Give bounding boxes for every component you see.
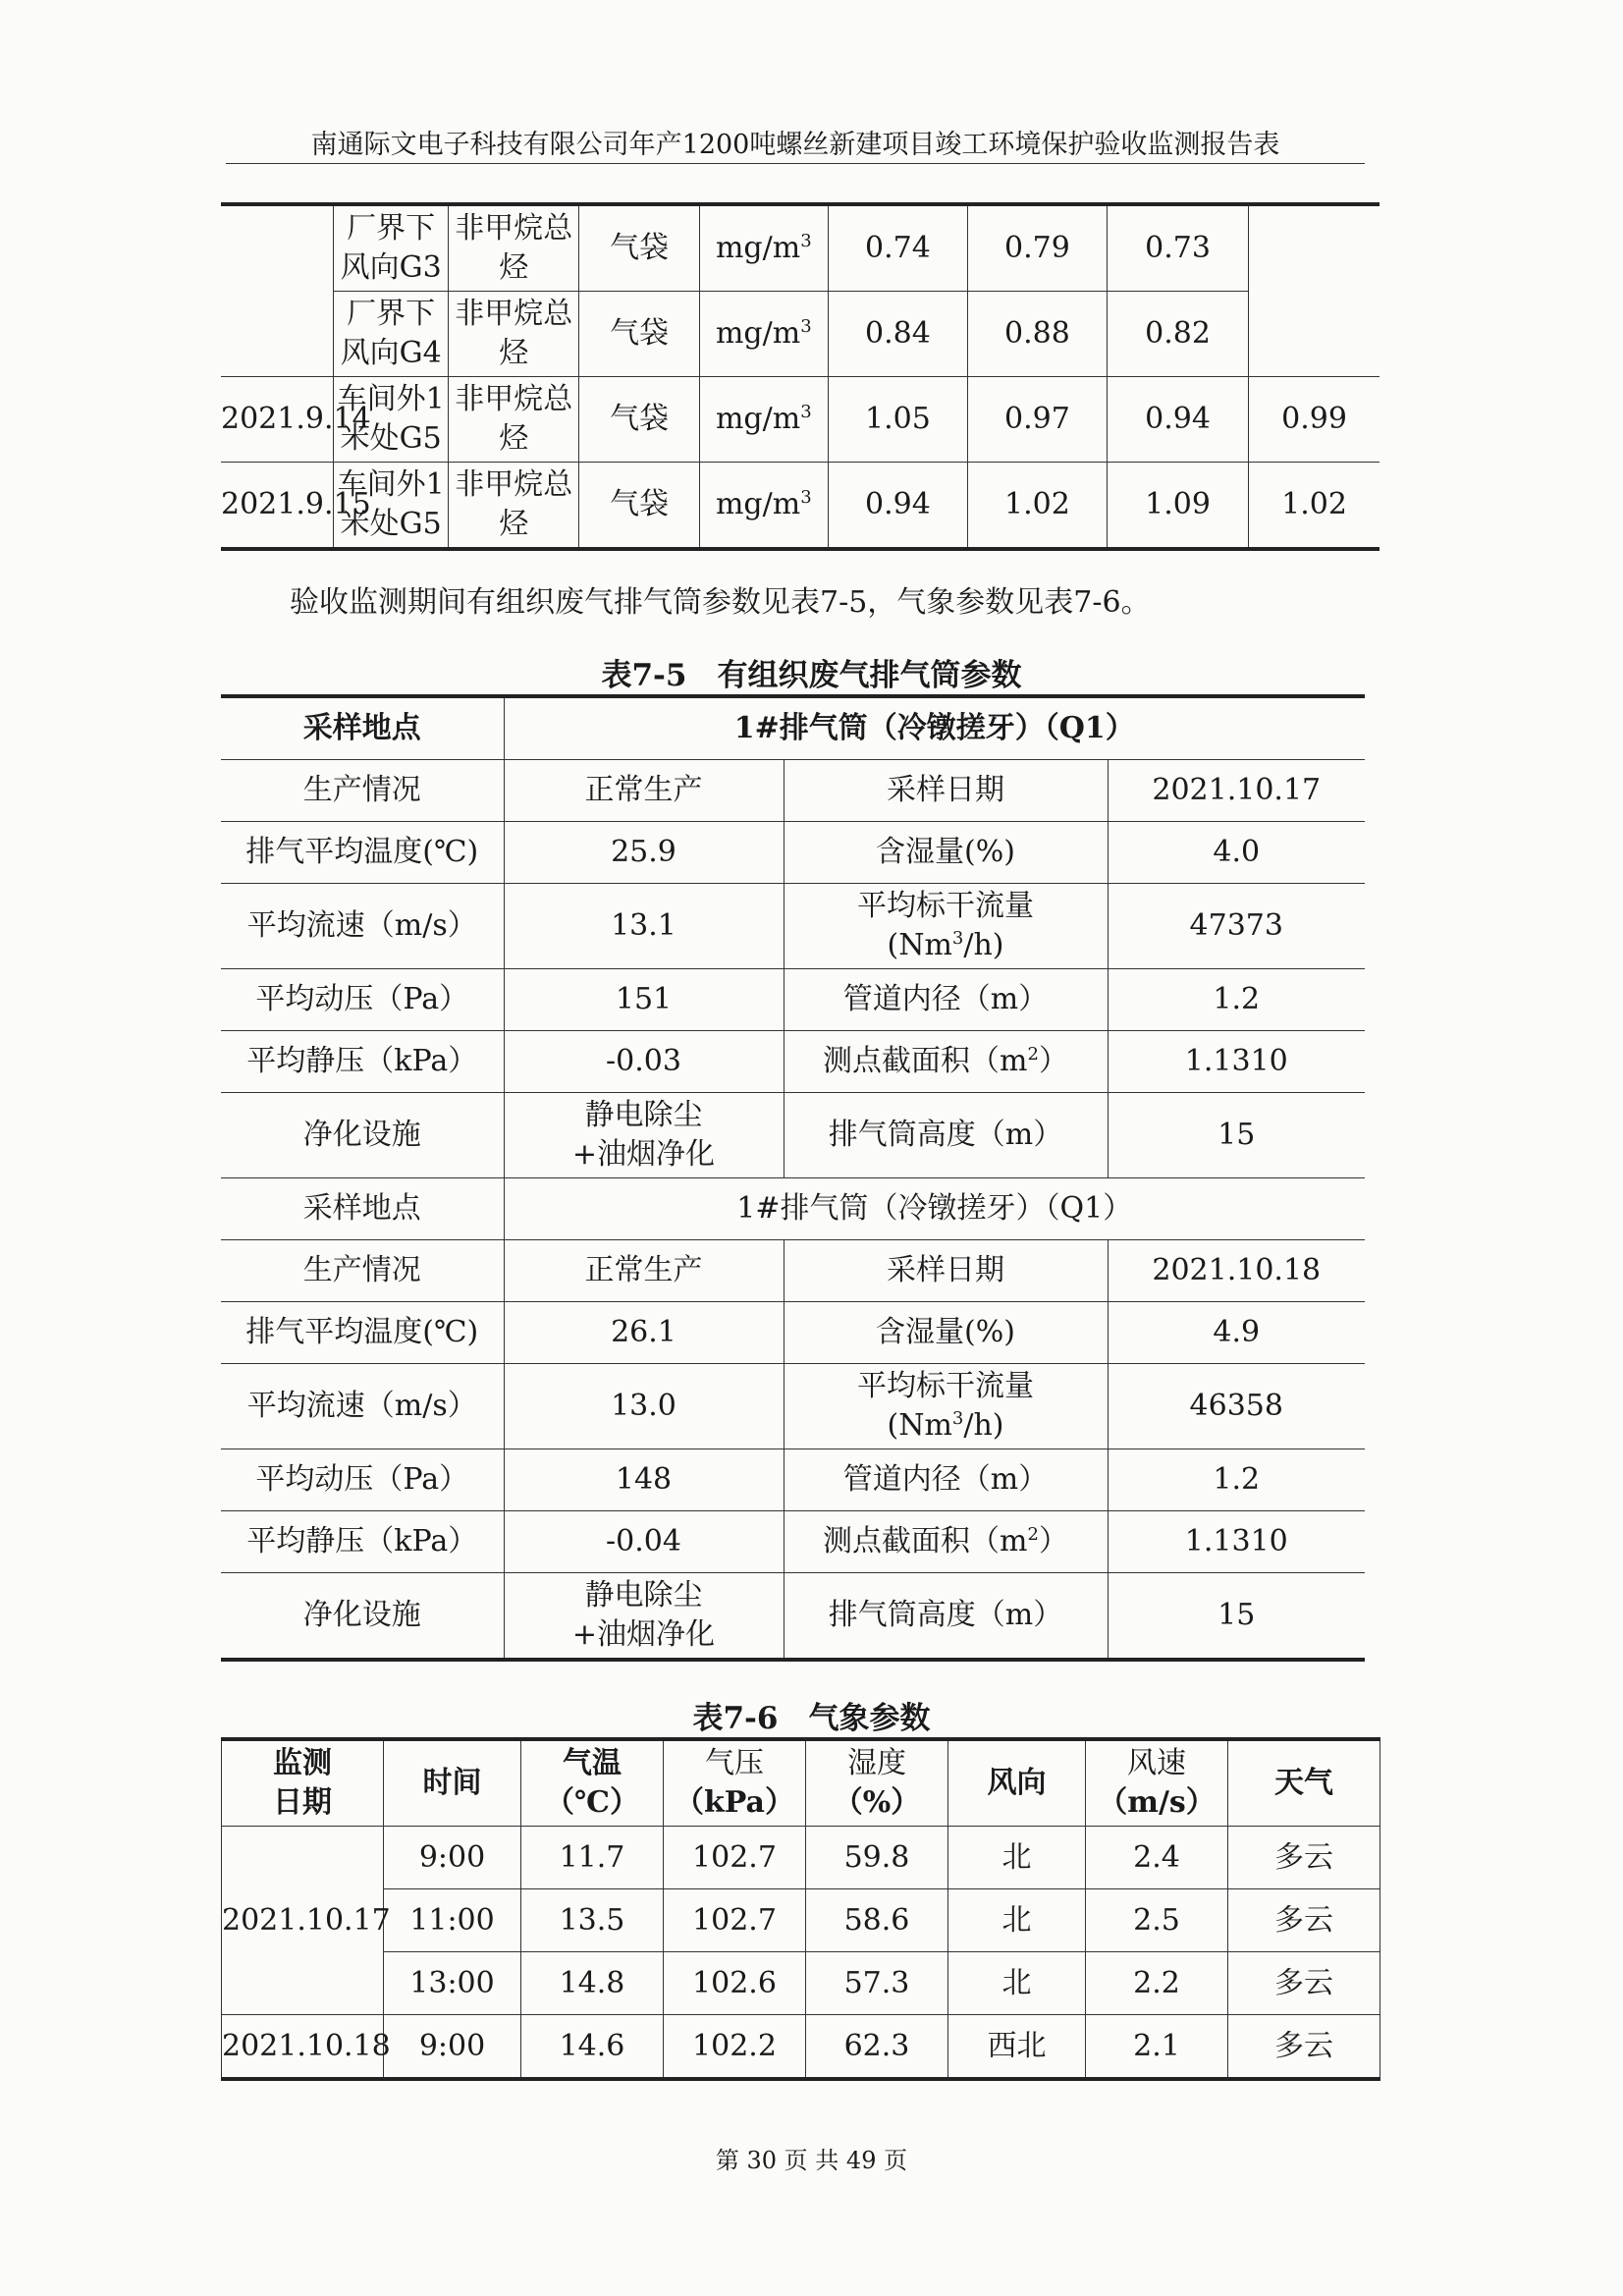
table-row — [222, 1827, 1380, 1889]
temp-label: 排气平均温度(℃) — [221, 1302, 504, 1364]
value-cell: 0.84 — [828, 292, 967, 377]
height-value: 15 — [1108, 1573, 1365, 1661]
stat-value: -0.03 — [504, 1031, 784, 1093]
vel-value: 13.0 — [504, 1364, 784, 1449]
date-label: 采样日期 — [784, 1240, 1108, 1302]
table-row — [221, 696, 1365, 760]
pressure-cell: 102.6 — [664, 1952, 806, 2015]
table-row — [221, 1031, 1365, 1093]
wind-dir-cell: 北 — [948, 1889, 1086, 1952]
wind-speed-cell: 2.2 — [1086, 1952, 1228, 2015]
clean-value: 静电除尘 +油烟净化 — [504, 1093, 784, 1178]
clean-label: 净化设施 — [221, 1573, 504, 1661]
pressure-cell: 102.7 — [664, 1827, 806, 1889]
humidity-cell: 58.6 — [806, 1889, 948, 1952]
item-cell: 非甲烷总烃 — [449, 463, 579, 550]
item-cell: 非甲烷总烃 — [449, 204, 579, 292]
table-row — [222, 1889, 1380, 1952]
vel-label: 平均流速（m/s） — [221, 1364, 504, 1449]
value-cell: 0.73 — [1107, 204, 1248, 292]
value-cell: 0.97 — [967, 377, 1107, 463]
temp-cell: 14.6 — [521, 2015, 664, 2080]
site-label: 采样地点 — [221, 1178, 504, 1240]
table-row — [221, 377, 1380, 463]
header-time: 时间 — [384, 1739, 521, 1827]
date-cell: 2021.9.14 — [221, 377, 334, 463]
page-header: 南通际文电子科技有限公司年产1200吨螺丝新建项目竣工环境保护验收监测报告表 — [310, 130, 1280, 160]
table-row — [221, 1511, 1365, 1573]
value-cell: 0.94 — [1107, 377, 1248, 463]
site-value: 1#排气筒（冷镦搓牙）（Q1） — [504, 1178, 1365, 1240]
hum-label: 含湿量(%) — [784, 1302, 1108, 1364]
header-wind-speed: 风速 （m/s） — [1086, 1739, 1228, 1827]
unit-cell: $mg/m^3$ — [699, 292, 828, 377]
stat-label: 平均静压（kPa） — [221, 1031, 504, 1093]
prod-value: 正常生产 — [504, 760, 784, 822]
site-label: 采样地点 — [221, 696, 504, 760]
clean-value: 静电除尘 +油烟净化 — [504, 1573, 784, 1661]
table-row — [221, 292, 1380, 377]
value-cell: 0.79 — [967, 204, 1107, 292]
prod-label: 生产情况 — [221, 1240, 504, 1302]
page-footer: 第 30 页 共 49 页 — [715, 2147, 908, 2174]
stat-label: 平均静压（kPa） — [221, 1511, 504, 1573]
area-value: 1.1310 — [1108, 1031, 1365, 1093]
wind-speed-cell: 2.4 — [1086, 1827, 1228, 1889]
item-cell: 非甲烷总烃 — [449, 292, 579, 377]
dia-value: 1.2 — [1108, 969, 1365, 1031]
humidity-cell: 62.3 — [806, 2015, 948, 2080]
point-cell: 车间外1米处G5 — [334, 377, 449, 463]
time-cell: 13:00 — [384, 1952, 521, 2015]
weather-cell: 多云 — [1228, 1952, 1380, 2015]
table-7-5-caption: 表7-5 有组织废气排气筒参数 — [601, 658, 1022, 693]
method-cell: 气袋 — [579, 204, 699, 292]
height-label: 排气筒高度（m） — [784, 1093, 1108, 1178]
method-cell: 气袋 — [579, 292, 699, 377]
vel-value: 13.1 — [504, 884, 784, 969]
table-row — [221, 1178, 1365, 1240]
hum-label: 含湿量(%) — [784, 822, 1108, 884]
wind-speed-cell: 2.5 — [1086, 1889, 1228, 1952]
table-row — [221, 1302, 1365, 1364]
value-cell: 1.05 — [828, 377, 967, 463]
vel-label: 平均流速（m/s） — [221, 884, 504, 969]
header-temp: 气温 （℃） — [521, 1739, 664, 1827]
temp-cell: 14.8 — [521, 1952, 664, 2015]
value-cell: 1.02 — [967, 463, 1107, 550]
wind-dir-cell: 北 — [948, 1827, 1086, 1889]
date-value: 2021.10.18 — [1108, 1240, 1365, 1302]
stat-value: -0.04 — [504, 1511, 784, 1573]
area-value: 1.1310 — [1108, 1511, 1365, 1573]
value-cell: 0.94 — [828, 463, 967, 550]
table-row — [221, 1449, 1365, 1511]
header-weather: 天气 — [1228, 1739, 1380, 1827]
dyn-label: 平均动压（Pa） — [221, 1449, 504, 1511]
dyn-value: 151 — [504, 969, 784, 1031]
value-cell: 0.88 — [967, 292, 1107, 377]
weather-cell: 多云 — [1228, 1827, 1380, 1889]
table-row — [222, 2015, 1380, 2080]
dia-value: 1.2 — [1108, 1449, 1365, 1511]
table-row — [221, 969, 1365, 1031]
value-cell: 0.82 — [1107, 292, 1248, 377]
stack-parameters-table — [221, 694, 1365, 1662]
site-value: 1#排气筒（冷镦搓牙）（Q1） — [504, 696, 1365, 760]
point-cell: 厂界下风向G4 — [334, 292, 449, 377]
date-value: 2021.10.17 — [1108, 760, 1365, 822]
weather-cell: 多云 — [1228, 1889, 1380, 1952]
date-label: 采样日期 — [784, 760, 1108, 822]
max-cell: 0.99 — [1249, 377, 1380, 463]
item-cell: 非甲烷总烃 — [449, 377, 579, 463]
table-row — [221, 884, 1365, 969]
date-cell: 2021.10.18 — [222, 2015, 384, 2080]
weather-cell: 多云 — [1228, 2015, 1380, 2080]
time-cell: 9:00 — [384, 1827, 521, 1889]
flow-value: 46358 — [1108, 1364, 1365, 1449]
dia-label: 管道内径（m） — [784, 1449, 1108, 1511]
table-row — [221, 1364, 1365, 1449]
unit-cell: $mg/m^3$ — [699, 377, 828, 463]
header-pressure: 气压 （kPa） — [664, 1739, 806, 1827]
hum-value: 4.9 — [1108, 1302, 1365, 1364]
temp-label: 排气平均温度(℃) — [221, 822, 504, 884]
hum-value: 4.0 — [1108, 822, 1365, 884]
area-label: 测点截面积$(m^2)$ — [784, 1031, 1108, 1093]
height-value: 15 — [1108, 1093, 1365, 1178]
table-row — [222, 1952, 1380, 2015]
table-row — [221, 204, 1380, 292]
table-7-6-caption: 表7-6 气象参数 — [692, 1701, 931, 1736]
table-row — [221, 1240, 1365, 1302]
pressure-cell: 102.7 — [664, 1889, 806, 1952]
max-cell: 1.02 — [1249, 463, 1380, 550]
weather-parameters-table — [221, 1737, 1380, 2081]
clean-label: 净化设施 — [221, 1093, 504, 1178]
prod-label: 生产情况 — [221, 760, 504, 822]
time-cell: 11:00 — [384, 1889, 521, 1952]
area-label: 测点截面积$(m^2)$ — [784, 1511, 1108, 1573]
intro-paragraph: 验收监测期间有组织废气排气筒参数见表7-5，气象参数见表7-6。 — [290, 585, 1151, 620]
temp-cell: 11.7 — [521, 1827, 664, 1889]
table-row — [221, 463, 1380, 550]
humidity-cell: 57.3 — [806, 1952, 948, 2015]
date-cell: 2021.9.15 — [221, 463, 334, 550]
dyn-value: 148 — [504, 1449, 784, 1511]
table-row — [221, 822, 1365, 884]
flow-value: 47373 — [1108, 884, 1365, 969]
header-humidity: 湿度 （%） — [806, 1739, 948, 1827]
point-cell: 厂界下风向G3 — [334, 204, 449, 292]
header-date: 监测 日期 — [222, 1739, 384, 1827]
humidity-cell: 59.8 — [806, 1827, 948, 1889]
header-wind-dir: 风向 — [948, 1739, 1086, 1827]
wind-speed-cell: 2.1 — [1086, 2015, 1228, 2080]
value-cell: 1.09 — [1107, 463, 1248, 550]
dia-label: 管道内径（m） — [784, 969, 1108, 1031]
date-cell: 2021.10.17 — [222, 1827, 384, 2015]
unit-cell: $mg/m^3$ — [699, 204, 828, 292]
table-row — [221, 760, 1365, 822]
method-cell: 气袋 — [579, 377, 699, 463]
wind-dir-cell: 北 — [948, 1952, 1086, 2015]
unit-cell: $mg/m^3$ — [699, 463, 828, 550]
value-cell: 0.74 — [828, 204, 967, 292]
table-row — [221, 1093, 1365, 1178]
temp-value: 25.9 — [504, 822, 784, 884]
wind-dir-cell: 西北 — [948, 2015, 1086, 2080]
flow-label: 平均标干流量 (Nm$^3$/h) — [784, 1364, 1108, 1449]
table-header-row — [222, 1739, 1380, 1827]
height-label: 排气筒高度（m） — [784, 1573, 1108, 1661]
time-cell: 9:00 — [384, 2015, 521, 2080]
point-cell: 车间外1米处G5 — [334, 463, 449, 550]
table-row — [221, 1573, 1365, 1661]
flow-label: 平均标干流量 (Nm$^3$/h) — [784, 884, 1108, 969]
prod-value: 正常生产 — [504, 1240, 784, 1302]
pressure-cell: 102.2 — [664, 2015, 806, 2080]
monitoring-results-table-continued — [221, 202, 1380, 551]
temp-value: 26.1 — [504, 1302, 784, 1364]
header-rule — [226, 163, 1365, 164]
dyn-label: 平均动压（Pa） — [221, 969, 504, 1031]
max-cell — [1249, 204, 1380, 377]
method-cell: 气袋 — [579, 463, 699, 550]
temp-cell: 13.5 — [521, 1889, 664, 1952]
date-cell — [221, 204, 334, 377]
